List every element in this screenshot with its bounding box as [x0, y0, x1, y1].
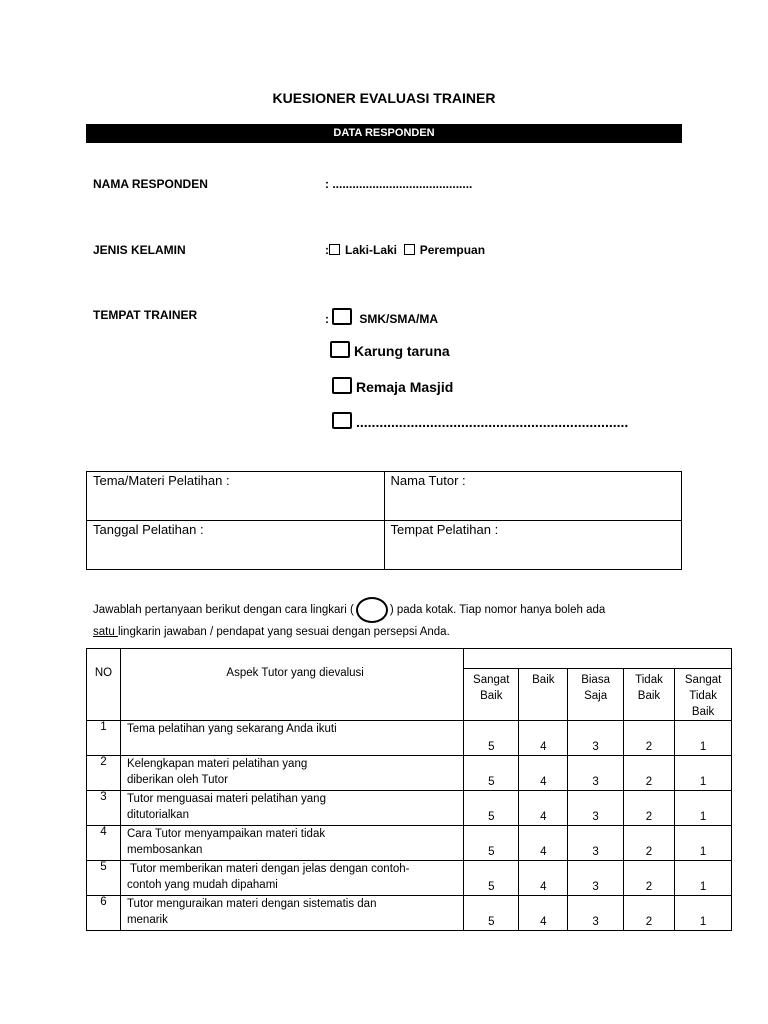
score-option[interactable]: 5 — [464, 791, 519, 826]
row-aspect — [120, 896, 463, 931]
row-number: 4 — [87, 826, 121, 861]
info-table — [86, 471, 682, 570]
score-option[interactable]: 1 — [675, 721, 732, 756]
row-number: 5 — [87, 861, 121, 896]
scale-header-3 — [623, 669, 674, 721]
aspect-text: Tutor memberikan materi dengan jelas dengan contoh- — [126, 863, 410, 875]
score-option[interactable]: 2 — [623, 896, 674, 931]
table-row — [87, 721, 732, 756]
scale-header-2 — [568, 669, 623, 721]
tempat-colon: : — [325, 312, 329, 326]
smk-label: SMK/SMA/MA — [359, 312, 439, 326]
karang-taruna-label: Karung taruna — [354, 343, 450, 359]
header-aspek: Aspek Tutor yang dievalusi — [120, 649, 463, 721]
row-aspect — [120, 721, 463, 756]
remaja-masjid-label: Remaja Masjid — [356, 379, 454, 395]
score-option[interactable]: 4 — [519, 896, 568, 931]
row-number: 6 — [87, 896, 121, 931]
lainnya-field[interactable]: ...................................................................... — [356, 414, 629, 430]
tempat-pelatihan-cell[interactable]: Tempat Pelatihan : — [384, 521, 682, 570]
scale-header-line: Baik — [532, 674, 555, 686]
scale-header-line: Sangat — [473, 674, 510, 686]
row-number: 2 — [87, 756, 121, 791]
jenis-options — [325, 243, 485, 257]
questionnaire-table — [86, 648, 732, 931]
tempat-opt4 — [332, 412, 628, 430]
score-option[interactable]: 2 — [623, 861, 674, 896]
nama-label: NAMA RESPONDEN — [93, 177, 208, 191]
aspect-text: membosankan — [126, 844, 203, 856]
score-option[interactable]: 2 — [623, 791, 674, 826]
checkbox-karang-taruna[interactable] — [330, 341, 350, 358]
row-aspect — [120, 756, 463, 791]
nama-field[interactable]: : .......................................... — [325, 177, 473, 191]
score-option[interactable]: 5 — [464, 861, 519, 896]
score-option[interactable]: 5 — [464, 826, 519, 861]
table-row — [87, 861, 732, 896]
score-option[interactable]: 1 — [675, 861, 732, 896]
row-aspect — [120, 791, 463, 826]
tempat-opt3 — [332, 377, 453, 395]
row-number: 3 — [87, 791, 121, 826]
tempat-opt1 — [325, 308, 438, 326]
table-row — [87, 826, 732, 861]
aspect-text: menarik — [126, 914, 168, 926]
scale-header-0 — [464, 669, 519, 721]
header-no: NO — [87, 649, 121, 721]
aspect-text: Tutor menguasai materi pelatihan yang — [126, 793, 326, 805]
score-option[interactable]: 3 — [568, 756, 623, 791]
score-option[interactable]: 2 — [623, 721, 674, 756]
score-option[interactable]: 3 — [568, 791, 623, 826]
score-option[interactable]: 1 — [675, 791, 732, 826]
scale-header-line: Saja — [584, 690, 608, 702]
score-option[interactable]: 5 — [464, 721, 519, 756]
scale-header-line: Baik — [691, 706, 715, 718]
tema-cell[interactable]: Tema/Materi Pelatihan : — [87, 472, 385, 521]
jenis-label: JENIS KELAMIN — [93, 243, 186, 257]
tutor-cell[interactable]: Nama Tutor : — [384, 472, 682, 521]
checkbox-smk[interactable] — [332, 308, 352, 325]
score-option[interactable]: 3 — [568, 721, 623, 756]
scale-header-line: Sangat — [684, 674, 722, 686]
scale-header-line: Tidak — [689, 690, 717, 702]
score-option[interactable]: 3 — [568, 896, 623, 931]
scale-header-line: Baik — [637, 690, 661, 702]
instruction-part3: lingkarin jawaban / pendapat yang sesuai dengan persepsi Anda. — [117, 626, 450, 638]
laki-label: Laki-Laki — [345, 243, 398, 257]
instruction-underlined: satu — [93, 626, 118, 638]
aspect-text: ditutorialkan — [126, 809, 189, 821]
scale-header-1 — [519, 669, 568, 721]
score-option[interactable]: 1 — [675, 756, 732, 791]
scale-header-line: Tidak — [635, 674, 663, 686]
scale-header-4 — [675, 669, 732, 721]
section-header: DATA RESPONDEN — [86, 124, 682, 143]
instruction-part1: Jawablah pertanyaan berikut dengan cara lingkari ( — [93, 604, 354, 617]
row-aspect — [120, 826, 463, 861]
circle-icon — [356, 597, 388, 623]
aspect-text: Kelengkapan materi pelatihan yang — [126, 758, 308, 770]
score-option[interactable]: 3 — [568, 861, 623, 896]
checkbox-lainnya[interactable] — [332, 412, 352, 429]
checkbox-remaja-masjid[interactable] — [332, 377, 352, 394]
score-option[interactable]: 3 — [568, 826, 623, 861]
page-title: KUESIONER EVALUASI TRAINER — [272, 90, 496, 106]
instruction — [93, 597, 693, 642]
table-row — [87, 756, 732, 791]
row-aspect — [120, 861, 463, 896]
aspect-text: Tema pelatihan yang sekarang Anda ikuti — [126, 723, 337, 735]
score-option[interactable]: 4 — [519, 861, 568, 896]
score-option[interactable]: 5 — [464, 896, 519, 931]
score-option[interactable]: 4 — [519, 791, 568, 826]
perempuan-label: Perempuan — [419, 243, 486, 257]
score-option[interactable]: 4 — [519, 721, 568, 756]
checkbox-perempuan[interactable] — [404, 244, 415, 255]
table-row — [87, 896, 732, 931]
score-option[interactable]: 1 — [675, 826, 732, 861]
scale-header-line: Baik — [480, 690, 503, 702]
score-option[interactable]: 5 — [464, 756, 519, 791]
checkbox-laki[interactable] — [329, 244, 340, 255]
aspect-text: contoh yang mudah dipahami — [126, 879, 278, 891]
score-option[interactable]: 4 — [519, 826, 568, 861]
score-option[interactable]: 2 — [623, 826, 674, 861]
aspect-text: diberikan oleh Tutor — [126, 774, 228, 786]
score-option[interactable]: 1 — [675, 896, 732, 931]
aspect-text: Tutor menguraikan materi dengan sistematis dan — [126, 898, 377, 910]
tanggal-cell[interactable]: Tanggal Pelatihan : — [87, 521, 385, 570]
scale-header-line: Biasa — [581, 674, 610, 686]
header-blank — [464, 649, 732, 669]
jenis-colon: : — [325, 243, 329, 257]
aspect-text: Cara Tutor menyampaikan materi tidak — [126, 828, 326, 840]
row-number: 1 — [87, 721, 121, 756]
score-option[interactable]: 4 — [519, 756, 568, 791]
tempat-opt2 — [330, 341, 450, 359]
score-option[interactable]: 2 — [623, 756, 674, 791]
table-row — [87, 791, 732, 826]
instruction-part2: ) pada kotak. Tiap nomor hanya boleh ada — [389, 604, 606, 617]
tempat-label: TEMPAT TRAINER — [93, 308, 198, 322]
